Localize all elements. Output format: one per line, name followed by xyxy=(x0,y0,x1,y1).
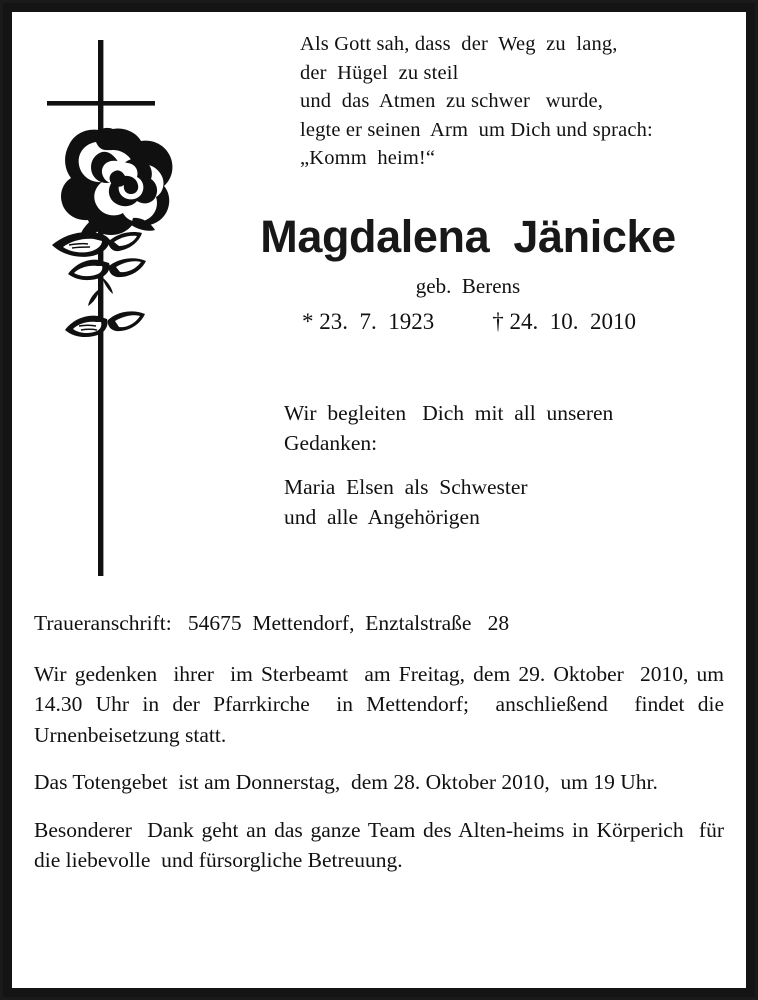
cross-and-rose-emblem xyxy=(36,28,202,576)
maiden-name: geb. Berens xyxy=(415,273,521,298)
christian-cross-icon xyxy=(47,40,155,576)
memorial-text-block xyxy=(202,12,740,532)
death-date: 24. 10. 2010 xyxy=(509,308,636,334)
mourner-line: und alle Angehörigen xyxy=(284,504,480,529)
upper-section xyxy=(12,12,746,600)
poem-line: und das Atmen zu schwer wurde, xyxy=(300,90,604,113)
poem-line: „Komm heim!“ xyxy=(300,147,436,170)
thanks-message: Besonderer Dank geht an das ganze Team des Alten-heims in Körperich für die liebevolle und fürsorgliche Betreuung. xyxy=(34,817,730,872)
mourning-address xyxy=(34,608,724,639)
mourning-address-label: Traueranschrift: xyxy=(34,611,172,635)
birth-symbol-icon: * xyxy=(302,308,314,334)
life-dates xyxy=(202,308,740,336)
death-symbol-icon: † xyxy=(492,308,504,334)
black-mourning-border xyxy=(3,3,755,997)
poem xyxy=(202,30,740,173)
poem-line: Als Gott sah, dass der Weg zu lang, xyxy=(300,33,618,55)
mourning-address-value: 54675 Mettendorf, Enztalstraße 28 xyxy=(187,611,510,635)
poem-line: der Hügel zu steil xyxy=(300,61,459,84)
notice-content xyxy=(12,12,746,988)
mourner-line: Maria Elsen als Schwester xyxy=(284,474,528,499)
rose-icon xyxy=(52,128,172,337)
tribute-spacer xyxy=(284,458,706,472)
poem-line: legte er seinen Arm um Dich und sprach: xyxy=(300,118,653,141)
details-section xyxy=(12,608,746,876)
prayer-service-info: Das Totengebet ist am Donnerstag, dem 28. Oktober 2010, um 19 Uhr. xyxy=(34,770,658,794)
tribute-line: Gedanken: xyxy=(284,430,378,455)
tribute-line: Wir begleiten Dich mit all unseren xyxy=(284,400,614,425)
funeral-service-info: Wir gedenken ihrer im Sterbeamt am Freitag, dem 29. Oktober 2010, um 14.30 Uhr in der Pfarrkirche in Mettendorf; anschließend findet die Urnenbeisetzung statt. xyxy=(34,661,730,747)
birth-date: 23. 7. 1923 xyxy=(319,308,435,334)
deceased-name: Magdalena Jänicke xyxy=(260,210,676,262)
tribute-block xyxy=(202,398,740,532)
